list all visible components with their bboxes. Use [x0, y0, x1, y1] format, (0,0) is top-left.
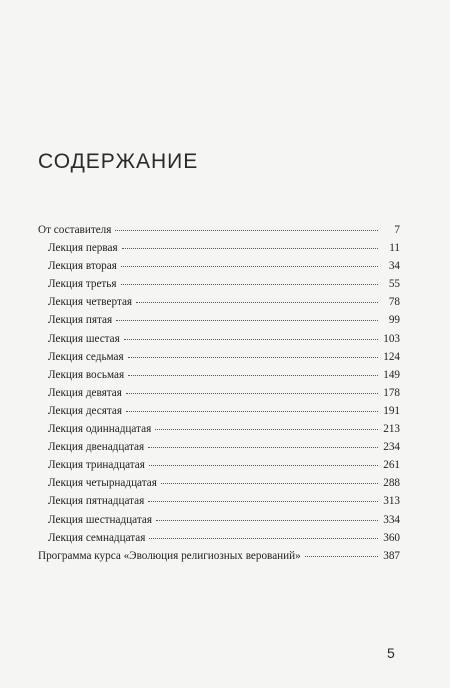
dot-leader: [128, 357, 378, 358]
toc-entry-page: 149: [383, 368, 400, 381]
toc-entry-label: Лекция восьмая: [48, 368, 125, 381]
dot-leader: [148, 501, 378, 502]
toc-entry-label: Лекция первая: [48, 242, 118, 255]
dot-leader: [122, 248, 378, 249]
toc-entry: [38, 514, 400, 532]
toc-entry: [38, 369, 400, 387]
toc-entry-page: 11: [389, 242, 400, 255]
toc-entry-label: Лекция четырнадцатая: [48, 477, 157, 490]
toc-entry: [38, 314, 400, 332]
page-title: СОДЕРЖАНИЕ: [38, 150, 199, 173]
dot-leader: [161, 483, 378, 484]
toc-entry-label: Лекция шестнадцатая: [48, 513, 152, 526]
toc-entry: [38, 550, 400, 568]
toc-entry-page: 103: [383, 332, 400, 345]
dot-leader: [116, 320, 378, 321]
toc-entry-label: Лекция девятая: [48, 386, 122, 399]
toc-entry: [38, 459, 400, 477]
toc-entry: [38, 242, 400, 260]
toc-entry-label: Лекция вторая: [48, 260, 117, 273]
page-number: 5: [387, 645, 395, 661]
table-of-contents: [38, 224, 400, 568]
toc-entry-page: 7: [394, 224, 400, 236]
toc-entry-page: 34: [388, 260, 400, 273]
toc-entry: [38, 423, 400, 441]
dot-leader: [136, 302, 378, 303]
toc-entry: [38, 495, 400, 513]
toc-entry-page: 99: [388, 314, 400, 327]
toc-entry-label: Лекция третья: [48, 278, 117, 291]
toc-entry-label: Лекция седьмая: [48, 350, 124, 363]
toc-entry-label: Лекция десятая: [48, 404, 123, 417]
toc-entry-page: 288: [383, 477, 400, 490]
toc-entry-label: Лекция пятнадцатая: [48, 495, 145, 508]
toc-entry: [38, 532, 400, 550]
toc-entry: [38, 260, 400, 278]
toc-entry-page: 360: [383, 531, 400, 544]
toc-entry-page: 213: [383, 423, 400, 436]
toc-entry: [38, 224, 400, 242]
toc-entry: [38, 278, 400, 296]
toc-entry-label: Лекция одиннадцатая: [48, 423, 152, 436]
toc-entry: [38, 387, 400, 405]
toc-entry: [38, 333, 400, 351]
dot-leader: [126, 393, 378, 394]
toc-entry: [38, 405, 400, 423]
toc-entry-page: 234: [383, 441, 400, 454]
toc-entry-page: 261: [383, 459, 400, 472]
toc-entry-page: 191: [383, 404, 400, 417]
dot-leader: [149, 538, 378, 539]
toc-entry-label: Лекция двенадцатая: [48, 441, 145, 454]
toc-entry-label: Программа курса «Эволюция религиозных верований»: [38, 549, 301, 562]
toc-entry-page: 313: [383, 495, 400, 508]
dot-leader: [121, 266, 378, 267]
toc-entry: [38, 351, 400, 369]
dot-leader: [156, 520, 378, 521]
toc-entry-label: Лекция семнадцатая: [48, 531, 146, 544]
dot-leader: [128, 375, 378, 376]
toc-entry-page: 124: [383, 350, 400, 363]
toc-entry-label: Лекция тринадцатая: [48, 459, 145, 472]
toc-entry-page: 55: [388, 278, 400, 291]
toc-entry-page: 178: [383, 386, 400, 399]
toc-entry: [38, 441, 400, 459]
toc-entry-label: Лекция пятая: [48, 314, 113, 327]
dot-leader: [126, 411, 378, 412]
dot-leader: [149, 465, 378, 466]
dot-leader: [121, 284, 378, 285]
toc-entry-page: 78: [388, 296, 400, 309]
toc-entry: [38, 296, 400, 314]
toc-entry: [38, 477, 400, 495]
toc-entry-page: 387: [383, 549, 400, 562]
dot-leader: [124, 339, 378, 340]
dot-leader: [155, 429, 378, 430]
toc-entry-label: Лекция шестая: [48, 332, 120, 345]
dot-leader: [148, 447, 378, 448]
toc-entry-label: От составителя: [38, 224, 112, 236]
dot-leader: [305, 556, 378, 557]
dot-leader: [115, 230, 378, 231]
toc-entry-label: Лекция четвертая: [48, 296, 133, 309]
toc-entry-page: 334: [383, 513, 400, 526]
